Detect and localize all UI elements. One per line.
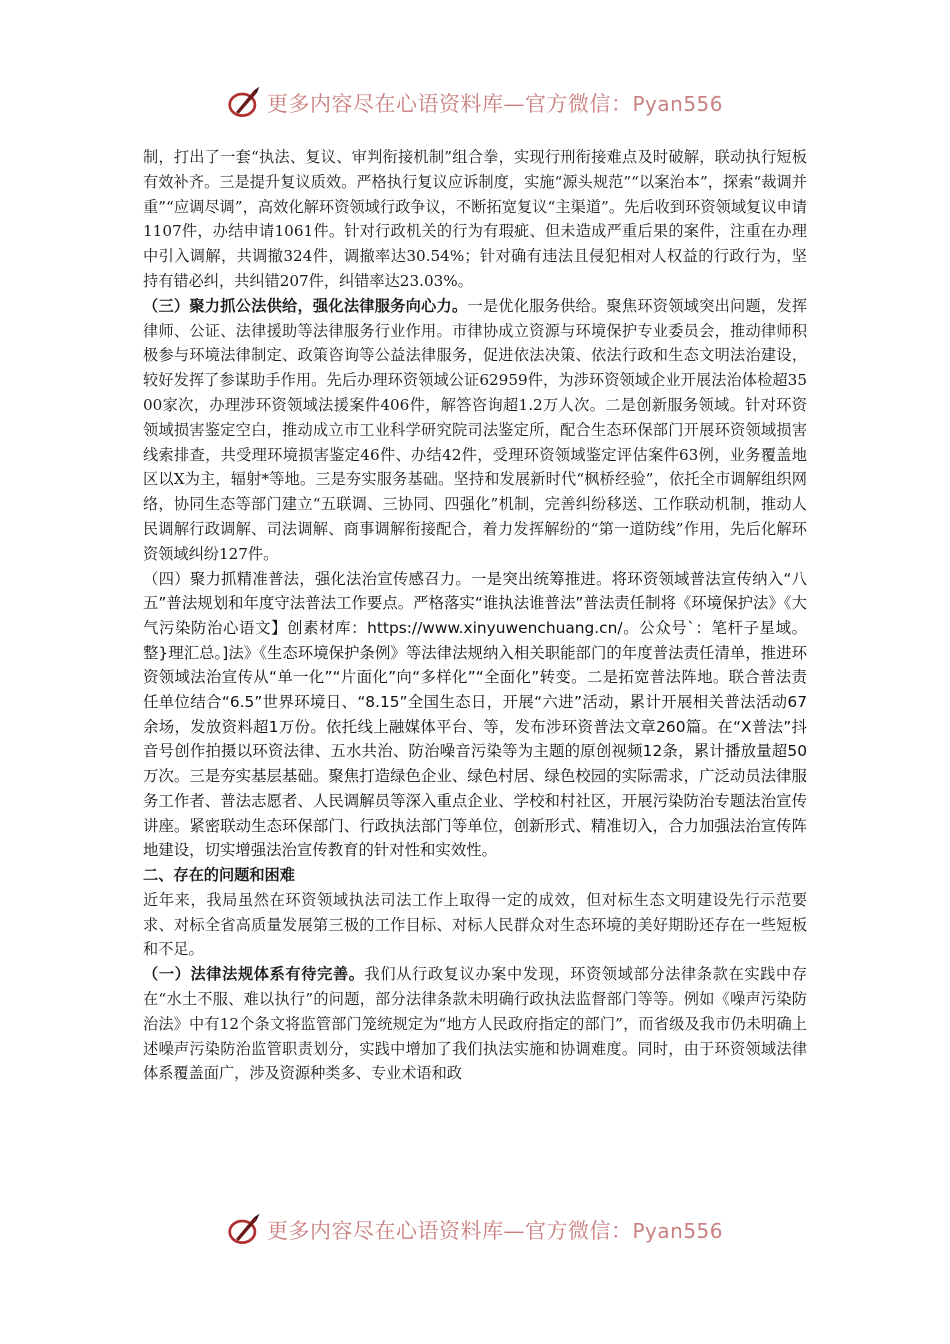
quill-pen-ring-logo xyxy=(227,85,263,121)
paragraph-2: （三）聚力抓公法供给，强化法律服务向心力。一是优化服务供给。聚焦环资领域突出问题，发挥律师、公证、法律援助等法律服务行业作用。市律协成立资源与环境保护专业委员会，推动律师积极参与环境法律制定、政策咨询等公益法律服务，促进依法决策、依法行政和生态文明法治建设，较好发挥了参谋助手作用。先后办理环资领域公证62959件，为涉环资领域企业开展法治体检超3500家次，办理涉环资领域法援案件406件，解答咨询超1.2万人次。二是创新服务领域。针对环资领域损害鉴定空白，推动成立市工业科学研究院司法鉴定所，配合生态环保部门开展环资领域损害线索排查，共受理环境损害鉴定46件、办结42件，受理环资领域鉴定评估案件63例，业务覆盖地区以X为主，辐射*等地。三是夯实服务基础。坚持和发展新时代“枫桥经验”，依托全市调解组织网络，协同生态等部门建立“五联调、三协同、四强化”机制，完善纠纷移送、工作联动机制，推动人民调解行政调解、司法调解、商事调解衔接配合，着力发挥解纷的“第一道防线”作用，先后化解环资领域纠纷127件。 xyxy=(143,296,808,563)
quill-pen-ring-logo xyxy=(227,1212,263,1248)
paragraph-4: 近年来，我局虽然在环资领域执法司法工作上取得一定的成效，但对标生态文明建设先行示范要求、对标全省高质量发展第三极的工作目标、对标人民群众对生态环境的美好期盼还存在一些短板和不足。 xyxy=(143,890,807,959)
banner-text: 更多内容尽在心语资料库—官方微信：Pyan556 xyxy=(266,92,723,116)
banner-text: 更多内容尽在心语资料库—官方微信：Pyan556 xyxy=(266,1219,723,1243)
section-2-title: 二、存在的问题和困难 xyxy=(143,865,295,884)
footer-banner xyxy=(0,1205,950,1255)
subsection-1-heading: （一）法律法规体系有待完善。 xyxy=(143,965,365,984)
header-banner xyxy=(0,78,950,128)
paragraph-3: （四）聚力抓精准普法，强化法治宣传感召力。一是突出统筹推进。将环资领域普法宣传纳入“八五”普法规划和年度守法普法工作要点。严格落实“谁执法谁普法”普法责任制将《环境保护法》《大气污染防治心语文】创素材库：https://www.xinyuwenchuang.cn/。公众号`：笔杆子星域。整}理汇总。]法》《生态环境保护条例》等法律法规纳入相关职能部门的年度普法责任清单，推进环资领域法治宣传从“单一化”“片面化”向“多样化”“全面化”转变。二是拓宽普法阵地。联合普法责任单位结合“6.5”世界环境日、“8.15”全国生态日，开展“六进”活动，累计开展相关普法活动67余场，发放资料超1万份。依托线上融媒体平台、等，发布涉环资普法文章260篇。在“X普法”抖音号创作拍摄以环资法律、五水共治、防治噪音污染等为主题的原创视频12条，累计播放量超50万次。三是夯实基层基础。聚焦打造绿色企业、绿色村居、绿色校园的实际需求，广泛动员法律服务工作者、普法志愿者、人民调解员等深入重点企业、学校和村社区，开展污染防治专题法治宣传讲座。紧密联动生态环保部门、行政执法部门等单位，创新形式、精准切入，合力加强法治宣传阵地建设，切实增强法治宣传教育的针对性和实效性。 xyxy=(143,569,807,860)
banner-wechat-id: Pyan556 xyxy=(632,92,723,116)
section-3-heading: （三）聚力抓公法供给，强化法律服务向心力。 xyxy=(143,296,468,315)
paragraph-5: （一）法律法规体系有待完善。我们从行政复议办案中发现，环资领域部分法律条款在实践中存在“水土不服、难以执行”的问题，部分法律条款未明确行政执法监督部门等等。例如《噪声污染防治法》中有12个条文将监管部门笼统规定为“地方人民政府指定的部门”，而省级及我市仍未明确上述噪声污染防治监管职责划分，实践中增加了我们执法实施和协调难度。同时，由于环资领域法律体系覆盖面广，涉及资源种类多、专业术语和政 xyxy=(143,965,808,1083)
banner-wechat-id: Pyan556 xyxy=(632,1219,723,1243)
paragraph-1: 制，打出了一套“执法、复议、审判衔接机制”组合拳，实现行刑衔接难点及时破解，联动执行短板有效补齐。三是提升复议质效。严格执行复议应诉制度，实施“源头规范”“以案治本”，探索“裁调并重”“应调尽调”，高效化解环资领域行政争议，不断拓宽复议“主渠道”。先后收到环资领域复议申请1107件，办结申请1061件。针对行政机关的行为有瑕疵、但未造成严重后果的案件，注重在办理中引入调解，共调撤324件，调撤率达30.54%；针对确有违法且侵犯相对人权益的行政行为，坚持有错必纠，共纠错207件，纠错率达23.03%。 xyxy=(143,148,807,290)
document-body xyxy=(143,145,807,1086)
